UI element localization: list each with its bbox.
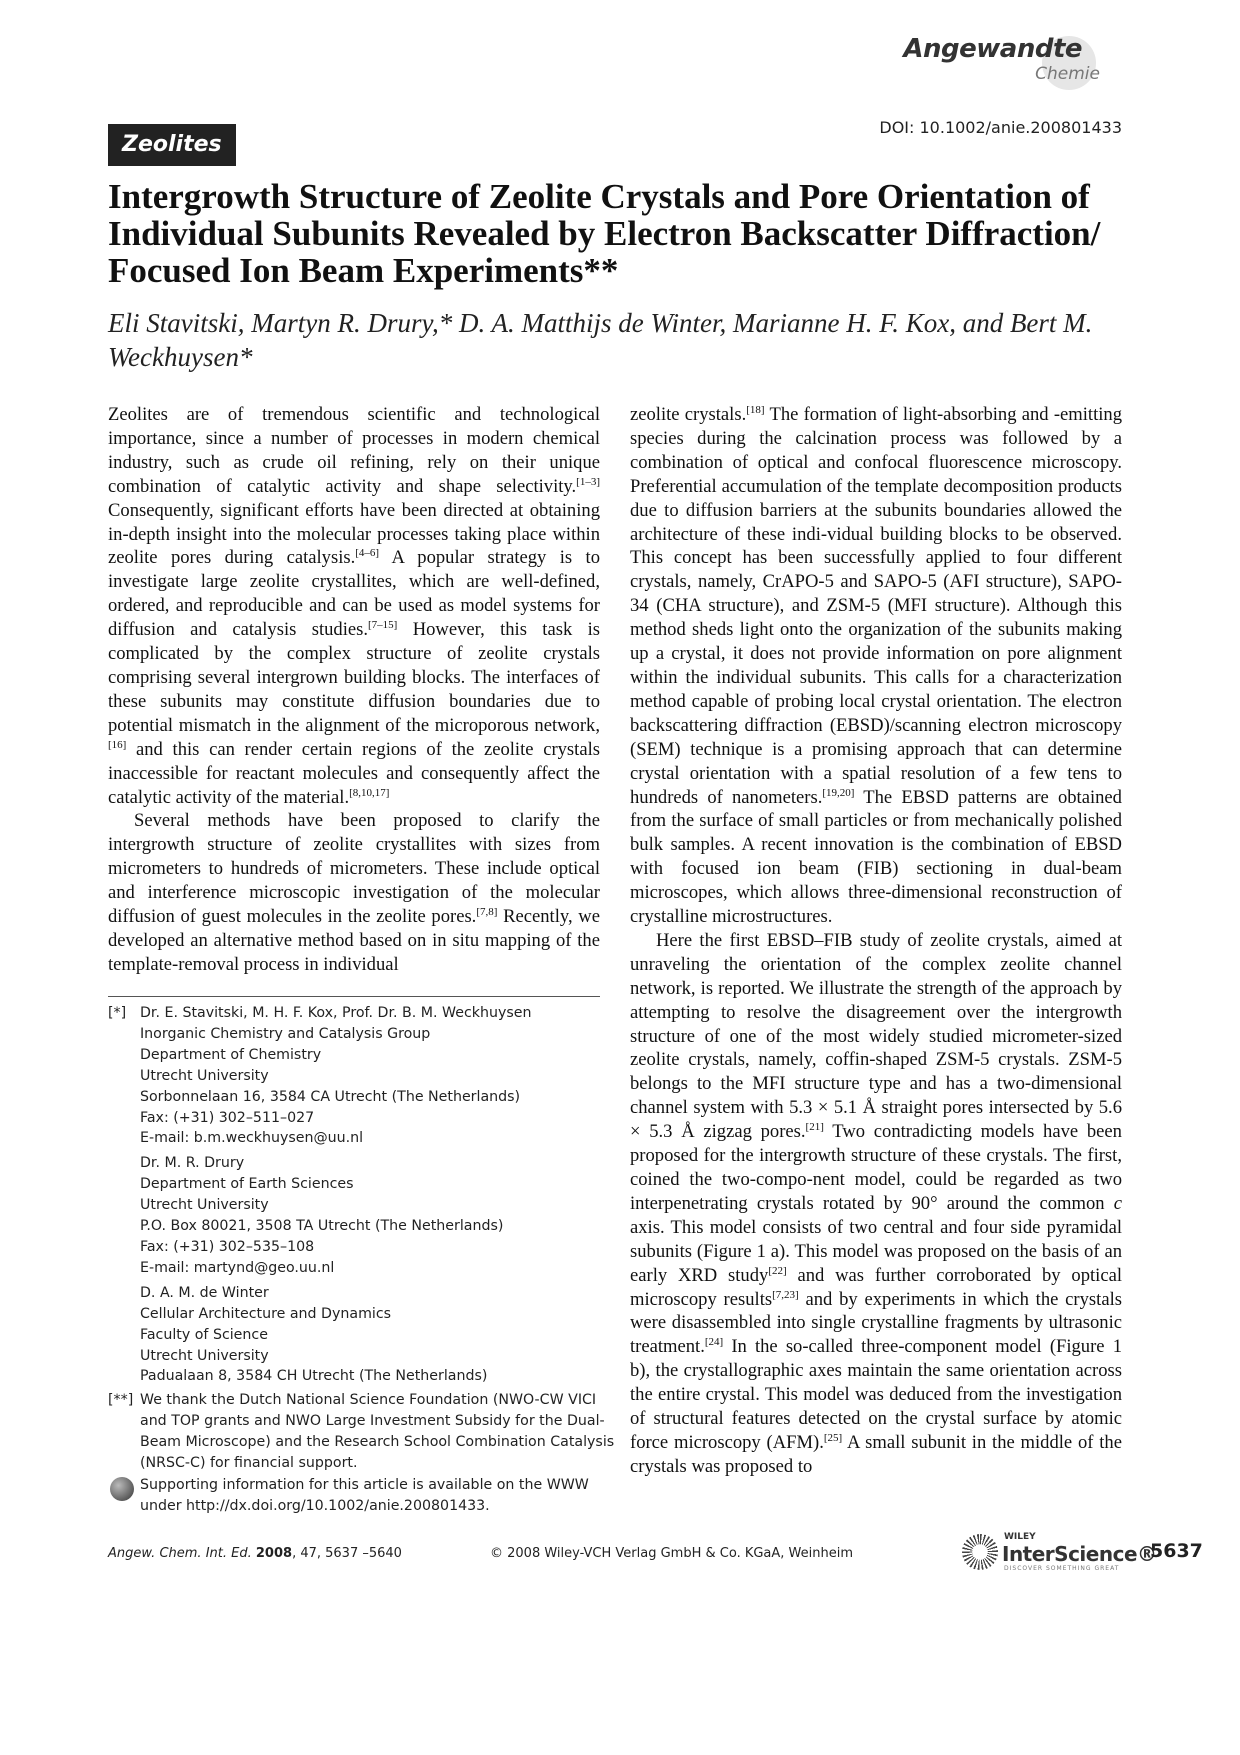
footnote-line: Dr. M. R. Drury xyxy=(140,1155,245,1172)
article-title: Intergrowth Structure of Zeolite Crystals and Pore Orientation of Individual Subunits Revealed by Electron Backscatter Diffraction/ Focused Ion Beam Experiments** xyxy=(108,177,1101,290)
citation xyxy=(108,1546,402,1561)
logo-interscience: InterScience® xyxy=(1002,1542,1157,1566)
citation-ref[interactable]: [7,8] xyxy=(476,905,498,918)
paragraph: zeolite crystals.[18] The formation of light-absorbing and -emitting species during the calcination process was followed by a combination of optical and confocal fluorescence microscopy. Preferential accumulation of the template decomposition products due to diffusion barriers at the subunits boundaries allowed the architecture of these indi-vidual building blocks to be observed. This concept has been successfully applied to four different crystals, namely, CrAPO-5 and SAPO-5 (AFI structure), SAPO-34 (CHA structure), and ZSM-5 (MFI structure). Although this method sheds light onto the organization of the subunits making up a crystal, it does not provide information on pore alignment within the individual subunits. This calls for a characterization method capable of probing local crystal orientation. The electron backscattering diffraction (EBSD)/scanning electron microscopy (SEM) technique is a promising approach that can determine crystal orientation with a spatial resolution of a few tens to hundreds of nanometers.[19,20] The EBSD patterns are obtained from the surface of small particles or from mechanically polished bulk samples. A recent innovation is the combination of EBSD with focused ion beam (FIB) sectioning in dual-beam microscopes, which allows three-dimensional reconstruction of crystalline microstructures. xyxy=(630,403,1122,928)
year: 2008 xyxy=(255,1546,293,1561)
footnote-divider xyxy=(108,996,600,997)
citation-ref[interactable]: [1–3] xyxy=(576,475,600,488)
footnote-line: Faculty of Science xyxy=(140,1326,268,1343)
citation-ref[interactable]: [18] xyxy=(746,403,765,416)
citation-ref[interactable]: [25] xyxy=(823,1431,843,1444)
footnote-line: Beam Microscope) and the Research School Combination Catalysis xyxy=(140,1433,615,1450)
footnote-line: Utrecht University xyxy=(140,1067,269,1084)
section-tag: Zeolites xyxy=(108,124,236,166)
footnote-line: Cellular Architecture and Dynamics xyxy=(140,1305,392,1322)
footnote-line: Utrecht University xyxy=(140,1197,269,1214)
footnote-line: (NRSC-C) for financial support. xyxy=(140,1454,358,1471)
journal-name: Angewandte xyxy=(903,34,1082,64)
footnote-line: Fax: (+31) 302–511–027 xyxy=(140,1109,315,1126)
footnote-mark: [*] xyxy=(108,1005,127,1021)
footnote-line: Padualaan 8, 3584 CH Utrecht (The Netherlands) xyxy=(140,1368,488,1385)
paragraph: Here the first EBSD–FIB study of zeolite crystals, aimed at unraveling the orientation of the complex zeolite channel network, is reported. We illustrate the strength of the approach by attempting to resolve the disagreement over the intergrowth structure of one of the most widely studied micrometer-sized zeolite crystals, namely, coffin-shaped ZSM-5 crystals. ZSM-5 belongs to the MFI structure type and has a two-dimensional channel system with 5.3 × 5.1 Å straight pores intersected by 5.6 × 5.3 Å zigzag pores.[21] Two contradicting models have been proposed for the intergrowth structure of these crystals. The first, coined the two-compo-nent model, could be regarded as two interpenetrating crystals rotated by 90° around the common c axis. This model consists of two central and four side pyramidal subunits (Figure 1 a). This model was proposed on the basis of an early XRD study[22] and was further corroborated by optical microscopy results[7,23] and by experiments in which the crystals were disassembled into single crystalline fragments by ultrasonic treatment.[24] In the so-called three-component model (Figure 1 b), the crystallographic axes maintain the same orientation across the entire crystal. This model was deduced from the investigation of structural features detected on the crystal surface by atomic force microscopy (AFM).[25] A small subunit in the middle of the crystals was proposed to xyxy=(630,929,1122,1477)
author-list: Eli Stavitski, Martyn R. Drury,* D. A. Matthijs de Winter, Marianne H. F. Kox, and Bert M. Weckhuysen* xyxy=(108,308,1093,372)
footnote-mark: [**] xyxy=(108,1392,134,1408)
citation-ref[interactable]: [7,23] xyxy=(772,1288,799,1301)
footnote-line: Utrecht University xyxy=(140,1347,269,1364)
footnote-line: Dr. E. Stavitski, M. H. F. Kox, Prof. Dr. B. M. Weckhuysen xyxy=(140,1005,532,1021)
citation-ref[interactable]: [4–6] xyxy=(355,547,380,560)
footnote-line: Inorganic Chemistry and Catalysis Group xyxy=(140,1025,431,1042)
footnote-line: Sorbonnelaan 16, 3584 CA Utrecht (The Netherlands) xyxy=(140,1088,521,1105)
citation-ref[interactable]: [19,20] xyxy=(822,786,855,799)
doi: DOI: 10.1002/anie.200801433 xyxy=(879,118,1122,137)
footnote-line: We thank the Dutch National Science Foundation (NWO-CW VICI xyxy=(140,1392,597,1408)
paragraph: Several methods have been proposed to clarify the intergrowth structure of zeolite crystallites with sizes from micrometers to hundreds of micrometers. These include optical and interference microscopic investigation of the molecular diffusion of guest molecules in the zeolite pores.[7,8] Recently, we developed an alternative method based on in situ mapping of the template-removal process in individual xyxy=(108,810,600,975)
volume-pages: , 47, 5637 –5640 xyxy=(292,1546,402,1561)
journal-abbrev: Angew. Chem. Int. Ed. xyxy=(108,1546,252,1561)
journal-subname: Chemie xyxy=(1035,64,1100,84)
page-number: 5637 xyxy=(1150,1540,1203,1562)
footnote-line: and TOP grants and NWO Large Investment Subsidy for the Dual- xyxy=(140,1412,605,1429)
footnote-line: Fax: (+31) 302–535–108 xyxy=(140,1238,315,1255)
footnote-line: Department of Chemistry xyxy=(140,1046,322,1063)
italic-term: c xyxy=(1113,1192,1122,1214)
footnote-line: D. A. M. de Winter xyxy=(140,1284,269,1301)
body-column-right xyxy=(630,403,1122,1479)
email-link[interactable]: E-mail: b.m.weckhuysen@uu.nl xyxy=(140,1130,364,1147)
citation-ref[interactable]: [16] xyxy=(108,738,127,751)
citation-ref[interactable]: [24] xyxy=(704,1336,724,1349)
paragraph: Zeolites are of tremendous scientific and technological importance, since a number of processes in modern chemical industry, such as crude oil refining, rely on their unique combination of catalytic activity and shape selectivity.[1–3] Consequently, significant efforts have been directed at obtaining in-depth insight into the molecular processes taking place within zeolite pores during catalysis.[4–6] A popular strategy is to investigate large zeolite crystallites, which are well-defined, ordered, and reproducible and can be used as model systems for diffusion and catalysis studies.[7–15] However, this task is complicated by the complex structure of zeolite crystals comprising several intergrown building blocks. The interfaces of these subunits may constitute diffusion boundaries due to potential mismatch in the alignment of the microporous network,[16] and this can render certain regions of the zeolite crystals inaccessible for reactant molecules and consequently affect the catalytic activity of the material.[8,10,17] xyxy=(108,404,601,808)
globe-icon xyxy=(110,1477,134,1501)
interscience-logo xyxy=(962,1530,1157,1574)
logo-wiley: WILEY xyxy=(1004,1532,1036,1542)
footnote-line: P.O. Box 80021, 3508 TA Utrecht (The Netherlands) xyxy=(140,1218,504,1235)
footnote-line: Department of Earth Sciences xyxy=(140,1176,354,1193)
copyright: © 2008 Wiley-VCH Verlag GmbH & Co. KGaA, Weinheim xyxy=(490,1546,854,1561)
globe-dots-icon xyxy=(962,1534,998,1570)
citation-ref[interactable]: [8,10,17] xyxy=(349,786,390,799)
supporting-info-link[interactable]: under http://dx.doi.org/10.1002/anie.200801433. xyxy=(140,1497,490,1514)
affiliation-footnote xyxy=(108,1003,608,1387)
body-column-left xyxy=(108,403,600,977)
footnote-line: Supporting information for this article is available on the WWW xyxy=(140,1477,589,1493)
supporting-info-footnote xyxy=(108,1475,608,1517)
acknowledgement-footnote xyxy=(108,1390,615,1474)
journal-logo xyxy=(903,34,1100,94)
email-link[interactable]: E-mail: martynd@geo.uu.nl xyxy=(140,1259,335,1276)
citation-ref[interactable]: [22] xyxy=(768,1264,787,1277)
citation-ref[interactable]: [21] xyxy=(805,1121,824,1133)
logo-tagline: DISCOVER SOMETHING GREAT xyxy=(1004,1565,1120,1572)
citation-ref[interactable]: [7–15] xyxy=(368,618,398,631)
